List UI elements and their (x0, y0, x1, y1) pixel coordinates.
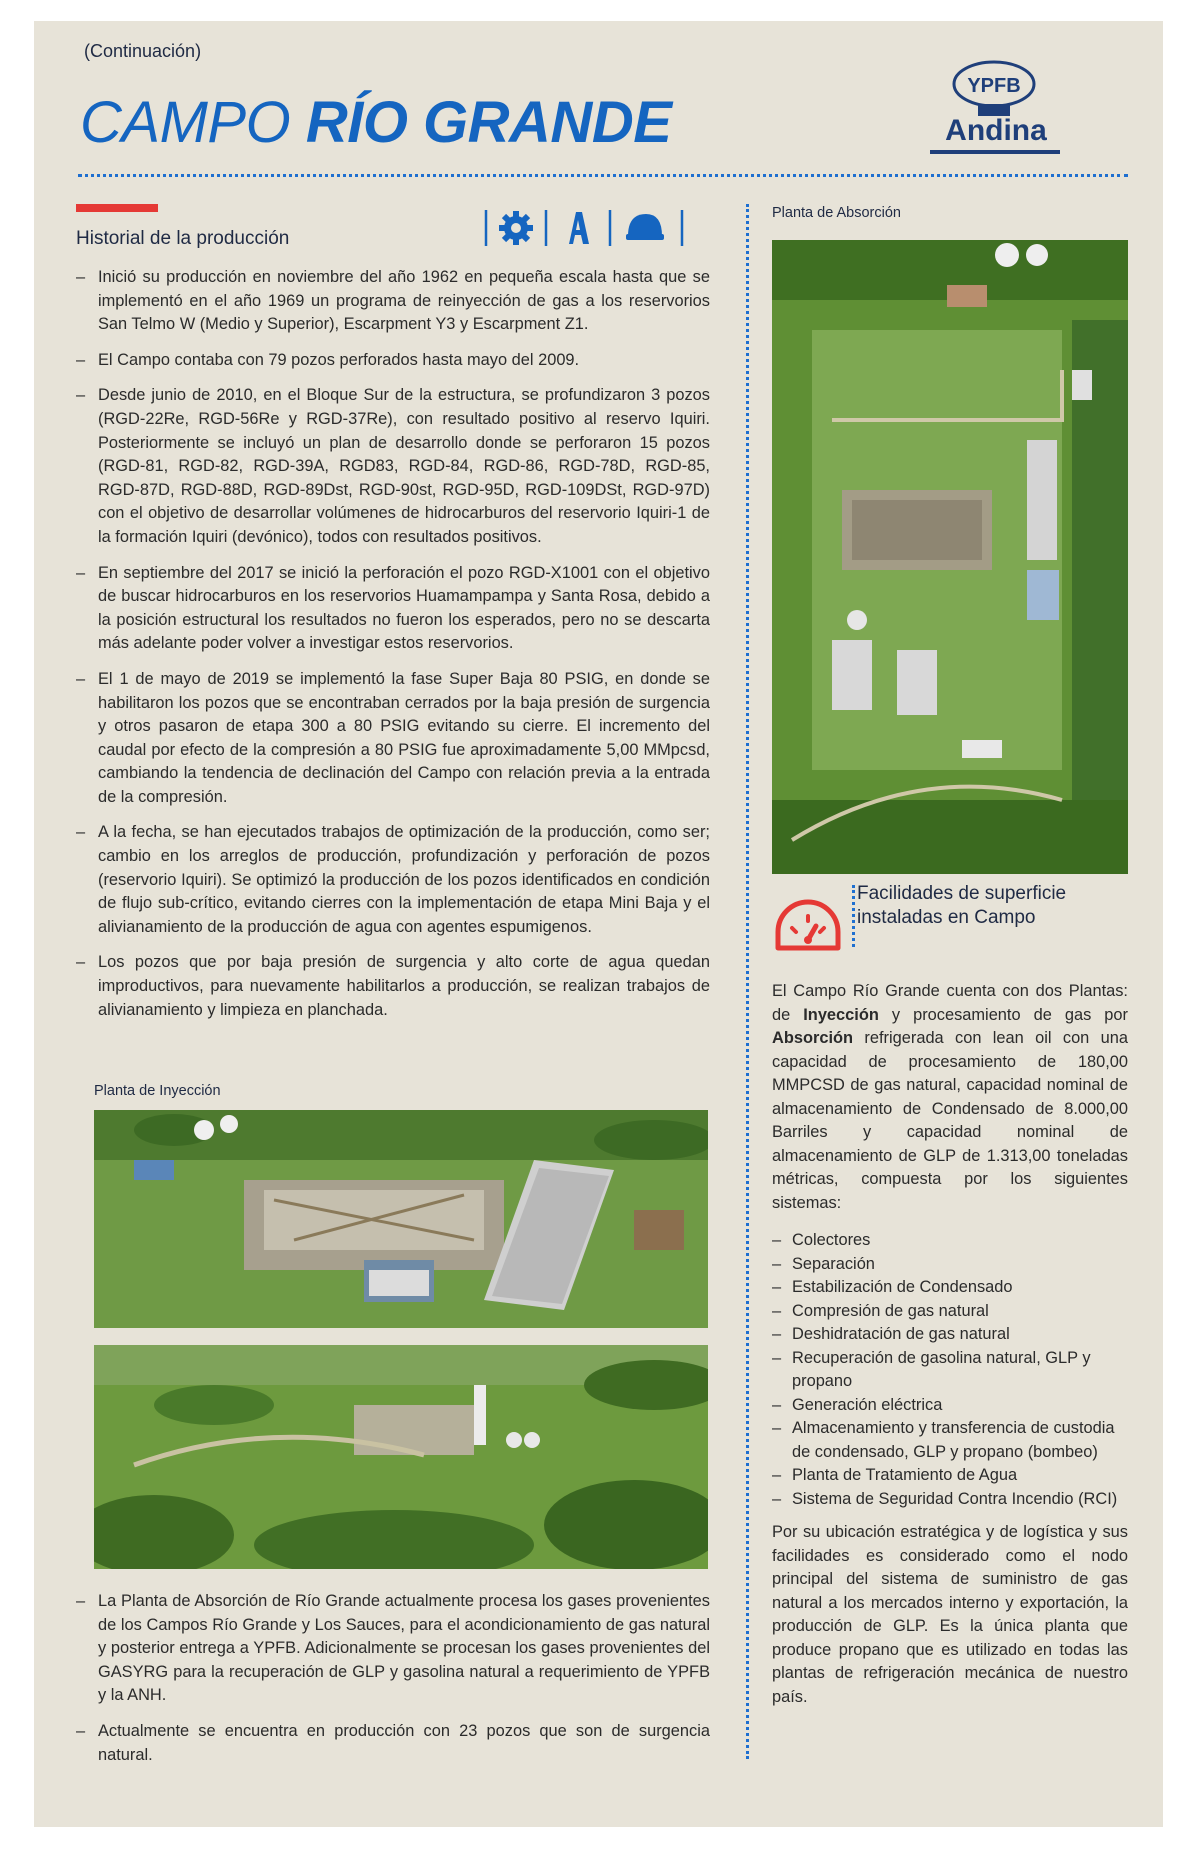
history-item: – Los pozos que por baja presión de surgencia y alto corte de agua quedan improductivos, para nuevamente habilitarlos a producción, se realizan trabajos de alivianamiento y limpieza en planchada. (76, 951, 710, 1022)
history-item: – A la fecha, se han ejecutados trabajos de optimización de la producción, como ser; cambio en los arreglos de producción, profundización y perforación de pozos (reservorio Iquiri). Se optimizó la producción de los pozos identificados en condición de flujo sub-crítico, evitando cierres con la implementación de etapa Mini Baja y el alivianamiento de la producción de agua con agentes espumigenos. (76, 821, 710, 939)
system-item: – Recuperación de gasolina natural, GLP y propano (772, 1347, 1128, 1394)
history-item: – El Campo contaba con 79 pozos perforados hasta mayo del 2009. (76, 349, 710, 373)
section-accent-bar (76, 204, 158, 212)
system-item: – Separación (772, 1253, 1128, 1277)
system-item: – Deshidratación de gas natural (772, 1323, 1128, 1347)
left-column (76, 266, 710, 1034)
logo-andina-text: Andina (945, 114, 1047, 147)
system-item: – Compresión de gas natural (772, 1300, 1128, 1324)
system-item: – Almacenamiento y transferencia de custodia de condensado, GLP y propano (bombeo) (772, 1417, 1128, 1464)
intro-text-c: y procesamiento de gas por (878, 1005, 1128, 1024)
intro-absorption-bold: Absorción (772, 1029, 854, 1047)
photo-injection-plant-1 (94, 1110, 708, 1328)
gauge-icon (772, 896, 844, 956)
section-icons (482, 206, 742, 250)
caption-injection-plant: Planta de Inyección (94, 1083, 221, 1099)
system-item: – Estabilización de Condensado (772, 1276, 1128, 1300)
column-divider (746, 204, 749, 1759)
history-item: – El 1 de mayo de 2019 se implementó la fase Super Baja 80 PSIG, en donde se habilitaron los pozos que se encontraban cerrados por la baja presión de surgencia y otros pasaron de etapa 300 a 80 PSIG evitando su cierre. El incremento del caudal por efecto de la compresión a 80 PSIG fue aproximadamente 5,00 MMpcsd, cambiando la tendencia de declinación del Campo con relación previa a la entrada de la compresión. (76, 668, 710, 810)
continuation-label: (Continuación) (84, 41, 202, 61)
title-bold: RÍO GRANDE (305, 90, 672, 155)
system-item: – Generación eléctrica (772, 1394, 1128, 1418)
production-wells-item: – Actualmente se encuentra en producción con 23 pozos que son de surgencia natural. (76, 1720, 710, 1767)
logo-mark (920, 58, 1070, 158)
right-column (772, 980, 1128, 1709)
absorption-plant-item: – La Planta de Absorción de Río Grande actualmente procesa los gases provenientes de los Campos Río Grande y Los Sauces, para el acondicionamiento de gas natural y posterior entrega a YPFB. Adicionalmente se procesan los gases provenientes del GASYRG para la recuperación de GLP y gasolina natural a requerimiento de YPFB y la ANH. (76, 1590, 710, 1708)
intro-text-a: El Campo Río Grande cuenta con dos Plantas: de (772, 982, 1128, 1024)
hard-hat-icon (626, 214, 664, 240)
facilities-intro (772, 980, 1128, 1215)
photo-injection-plant-2 (94, 1345, 708, 1569)
facilities-title-line1: Facilidades de superficie (857, 883, 1067, 904)
gear-icon (499, 211, 533, 245)
facilities-divider (852, 885, 855, 947)
header-divider (78, 174, 1128, 177)
page-title (80, 89, 671, 156)
logo-ypfb-text: YPFB (967, 75, 1021, 97)
history-item: – En septiembre del 2017 se inició la perforación el pozo RGD-X1001 con el objetivo de buscar hidrocarburos en los reservorios Huamampampa y Santa Rosa, debido a la posición estructural los resultados no fueron los esperados, pero no se descarta más adelante poder volver a investigar estos reservorios. (76, 562, 710, 656)
section-title-production: Historial de la producción (76, 228, 290, 249)
title-light: CAMPO (80, 90, 306, 155)
photo-absorption-plant (772, 240, 1128, 874)
caption-absorption-plant: Planta de Absorción (772, 205, 901, 221)
left-column-bottom (76, 1590, 710, 1779)
intro-text-e: refrigerada con lean oil con una capacidad de procesamiento de 180,00 MMPCSD de gas natural, capacidad nominal de almacenamiento de Condensado de 8.000,00 Barriles y capacidad nominal de almacenamiento de GLP de 1.313,00 toneladas métricas, compuesta por los siguientes sistemas: (772, 1029, 1128, 1212)
facilities-title-line2: instaladas en Campo (857, 907, 1036, 928)
facilities-title (857, 882, 1066, 930)
history-item: – Inició su producción en noviembre del año 1962 en pequeña escala hasta que se implementó en el año 1969 un programa de reinyección de gas a los reservorios San Telmo W (Medio y Superior), Escarpment Y3 y Escarpment Z1. (76, 266, 710, 337)
system-item: – Sistema de Seguridad Contra Incendio (RCI) (772, 1488, 1128, 1512)
closing-paragraph: Por su ubicación estratégica y de logística y sus facilidades es considerado como el nodo principal del sistema de suministro de gas natural a los mercados interno y exportación, la producción de GLP. Es la única planta que produce propano que es utilizado en todas las plantas de refrigeración mecánica de nuestro país. (772, 1523, 1128, 1706)
ypfb-andina-logo (920, 58, 1070, 158)
systems-list (772, 1229, 1128, 1511)
history-item: – Desde junio de 2010, en el Bloque Sur de la estructura, se profundizaron 3 pozos (RGD-22Re, RGD-56Re y RGD-37Re), con resultado positivo al reservo Iquiri. Posteriormente se incluyó un plan de desarrollo donde se perforaron 15 pozos (RGD-81, RGD-82, RGD-39A, RGD83, RGD-84, RGD-86, RGD-78D, RGD-85, RGD-87D, RGD-88D, RGD-89Dst, RGD-90st, RGD-95D, RGD-109DSt, RGD-97D) con el objetivo de desarrollar volúmenes de hidrocarburos del reservorio Iquiri-1 de la formación Iquiri (devónico), todos con resultados positivos. (76, 384, 710, 549)
system-item: – Colectores (772, 1229, 1128, 1253)
letter-a-icon (569, 212, 589, 244)
intro-injection-bold: Inyección (803, 1005, 879, 1024)
system-item: – Planta de Tratamiento de Agua (772, 1464, 1128, 1488)
